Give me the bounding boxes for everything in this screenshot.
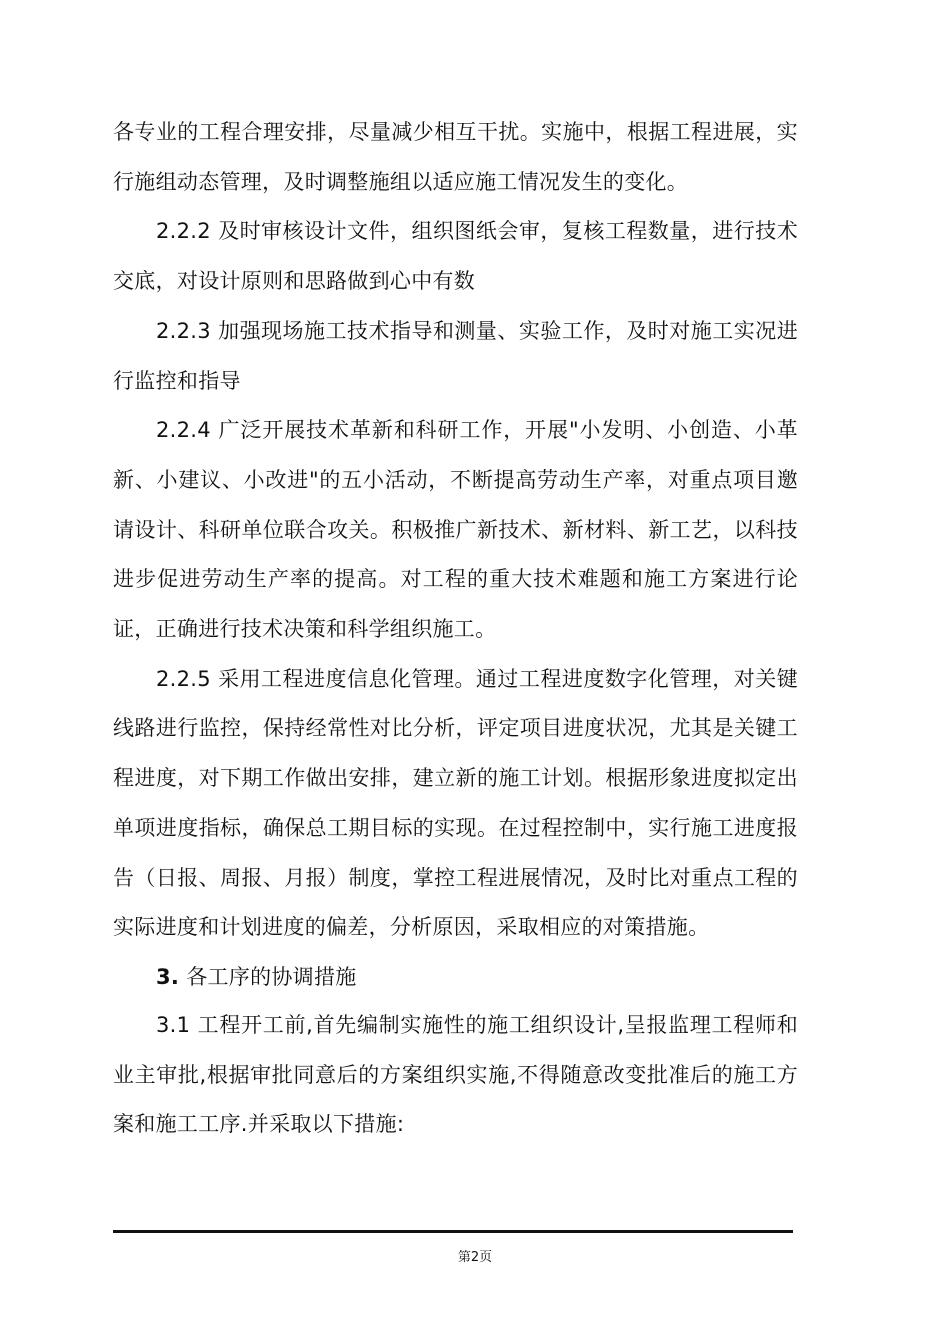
paragraph-continuation: 各专业的工程合理安排，尽量减少相互干扰。实施中，根据工程进展，实行施组动态管理，及时调整施组以适应施工情况发生的变化。 xyxy=(113,120,798,194)
footer-divider xyxy=(113,1230,793,1233)
section-heading-3 xyxy=(113,953,798,1001)
paragraph-3-1: 3.1 工程开工前,首先编制实施性的施工组织设计,呈报监理工程师和业主审批,根据审批同意后的方案组织实施,不得随意改变批准后的施工方案和施工工序.并采取以下措施: xyxy=(113,1012,798,1137)
paragraph-2-2-4: 2.2.4 广泛开展技术革新和科研工作，开展"小发明、小创造、小革新、小建议、小改进"的五小活动，不断提高劳动生产率，对重点项目邀请设计、科研单位联合攻关。积极推广新技术、新材料、新工艺，以科技进步促进劳动生产率的提高。对工程的重大技术难题和施工方案进行论证，正确进行技术决策和科学组织施工。 xyxy=(113,418,798,642)
document-body xyxy=(113,108,798,1150)
paragraph-2-2-5: 2.2.5 采用工程进度信息化管理。通过工程进度数字化管理，对关键线路进行监控，保持经常性对比分析，评定项目进度状况，尤其是关键工程进度，对下期工作做出安排，建立新的施工计划。根据形象进度拟定出单项进度指标，确保总工期目标的实现。在过程控制中，实行施工进度报告（日报、周报、月报）制度，掌控工程进展情况，及时比对重点工程的实际进度和计划进度的偏差，分析原因，采取相应的对策措施。 xyxy=(113,666,798,940)
section-title: 各工序的协调措施 xyxy=(186,964,357,989)
paragraph-2-2-3: 2.2.3 加强现场施工技术指导和测量、实验工作，及时对施工实况进行监控和指导 xyxy=(113,318,798,393)
page-number: 第2页 xyxy=(457,1250,493,1265)
section-number: 3. xyxy=(156,964,180,989)
paragraph-2-2-2: 2.2.2 及时审核设计文件，组织图纸会审，复核工程数量，进行技术交底，对设计原则和思路做到心中有数 xyxy=(113,219,798,294)
